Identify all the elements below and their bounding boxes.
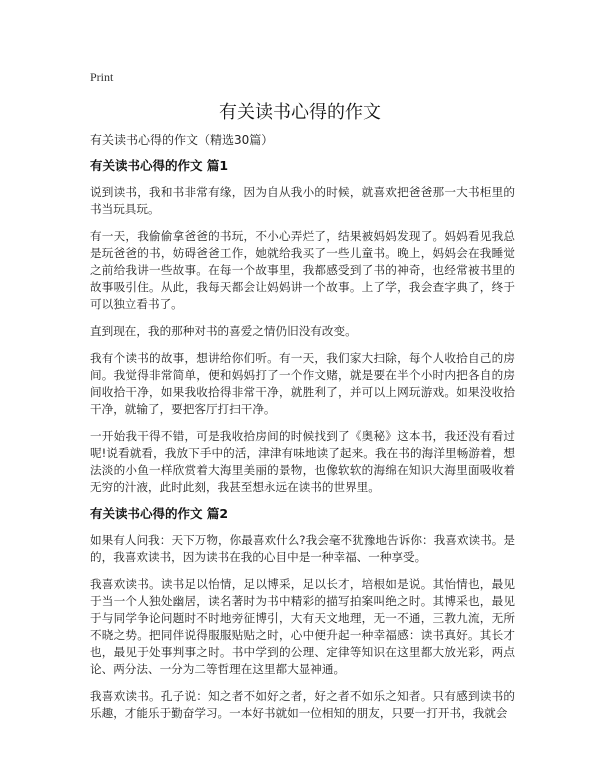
section-1 <box>90 158 515 496</box>
document-title: 有关读书心得的作文 <box>219 102 381 123</box>
section-2 <box>90 506 515 722</box>
paragraph: 如果有人问我：天下万物，你最喜欢什么?我会毫不犹豫地告诉你：我喜欢读书。是的，我喜欢读书，因为读书在我的心目中是一种幸福、一种享受。 <box>90 533 515 564</box>
paragraph: 一开始我干得不错，可是我收拾房间的时候找到了《奥秘》这本书，我还没有看过呢!说看就看，我放下手中的活，津津有味地读了起来。我在书的海洋里畅游着，想法淡的小鱼一样欣赏着大海里美丽的景物，也像软软的海绵在知识大海里面吸收着无穷的汁液，此时此刻，我甚至想永远在读书的世界里。 <box>90 429 515 494</box>
paragraph: 有一天，我偷偷拿爸爸的书玩，不小心弄烂了，结果被妈妈发现了。妈妈看见我总是玩爸爸的书，妨碍爸爸工作，她就给我买了一些儿童书。晚上，妈妈会在我睡觉之前给我讲一些故事。在每一个故事里，我都感受到了书的神奇，也经常被书里的故事吸引住。从此，我每天都会让妈妈讲一个故事。上了学，我会查字典了，终于可以独立看书了。 <box>90 229 515 311</box>
section-heading: 有关读书心得的作文 篇2 <box>90 506 229 521</box>
section-heading: 有关读书心得的作文 篇1 <box>90 158 229 173</box>
document-subtitle: 有关读书心得的作文（精选30篇） <box>90 133 274 147</box>
paragraph: 我喜欢读书。孔子说：知之者不如好之者，好之者不如乐之知者。只有感到读书的乐趣，才能乐于勤奋学习。一本好书就如一位相知的朋友，只要一打开书，我就会 <box>90 689 515 720</box>
print-label: Print <box>90 70 114 84</box>
paragraph: 我有个读书的故事，想讲给你们听。有一天，我们家大扫除，每个人收拾自己的房间。我觉得非常简单，便和妈妈打了一个作文赌，就是要在半个小时内把各自的房间收拾干净，如果我收拾得非常干净，就胜利了，并可以上网玩游戏。如果没收拾干净，就输了，要把客厅打扫干净。 <box>90 351 515 416</box>
document-body <box>90 132 515 732</box>
paragraph: 我喜欢读书。读书足以怡情，足以博采，足以长才，培根如是说。其怡情也，最见于当一个人独处幽居，读名著时为书中精彩的描写拍案叫绝之时。其博采也，最见于与同学争论问题时不时地旁征博引，大有天文地理，无一不通，三教九流，无所不晓之势。把同伴说得服服贴贴之时，心中便升起一种幸福感：读书真好。其长才也，最见于处事判事之时。书中学到的公理、定律等知识在这里都大放光彩，两点论、两分法、一分为二等哲理在这里都大显神通。 <box>90 577 515 676</box>
paragraph: 说到读书，我和书非常有缘，因为自从我小的时候，就喜欢把爸爸那一大书柜里的书当玩具玩。 <box>90 185 515 216</box>
paragraph: 直到现在，我的那种对书的喜爱之情仍旧没有改变。 <box>90 324 357 338</box>
